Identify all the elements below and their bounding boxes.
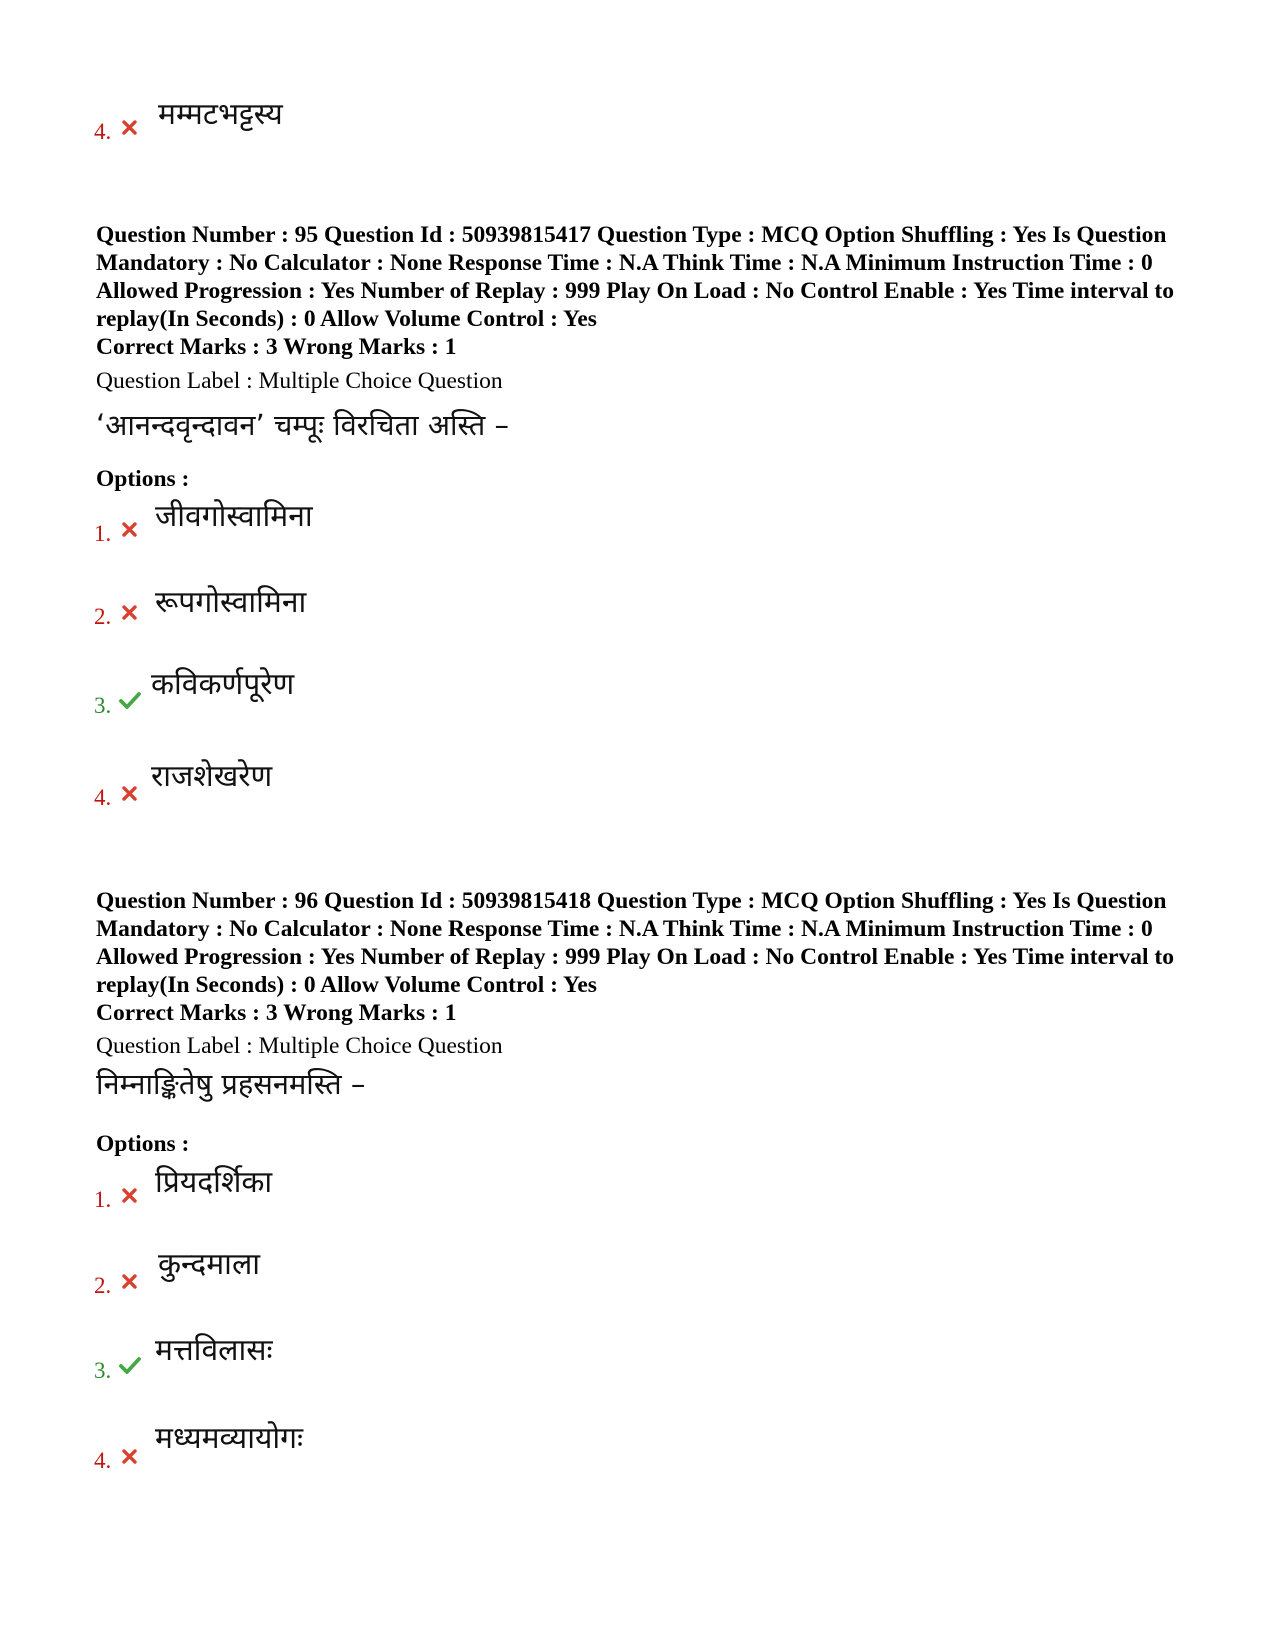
question-meta: Question Number : 96 Question Id : 50939815418 Question Type : MCQ Option Shuffling : Yes Is Question Mandatory : No Calculator : None Response Time : N.A Think Time : N.A Minimum Instruction Time : 0 Allowed Progression : Yes Number of Replay : 999 Play On Load : No Control Enable : Yes Time interval to replay(In Seconds) : 0 Allow Volume Control : Yes — [96, 888, 1174, 998]
option-number: 1. — [94, 521, 112, 546]
question-label: Question Label : Multiple Choice Question — [96, 1033, 503, 1059]
options-heading: Options : — [96, 466, 190, 492]
cross-icon — [122, 605, 137, 620]
option-number: 2. — [94, 604, 112, 629]
question-label: Question Label : Multiple Choice Question — [96, 368, 503, 394]
check-icon — [119, 1357, 141, 1375]
option-number: 4. — [94, 785, 112, 810]
question-marks: Correct Marks : 3 Wrong Marks : 1 — [96, 334, 457, 360]
option-text: मम्मटभट्टस्य — [158, 97, 283, 132]
cross-icon — [122, 1274, 137, 1289]
check-icon — [119, 692, 141, 710]
cross-icon — [122, 1188, 137, 1203]
option-text: रूपगोस्वामिना — [155, 585, 307, 620]
option-text: राजशेखरेण — [151, 759, 273, 794]
option-text: कुन्दमाला — [158, 1247, 261, 1282]
question-text: ‘आनन्दवृन्दावन’ चम्पूः विरचिता अस्ति – — [96, 408, 510, 442]
options-heading: Options : — [96, 1131, 190, 1157]
option-text: प्रियदर्शिका — [155, 1165, 273, 1200]
option-number: 4. — [94, 119, 112, 144]
cross-icon — [122, 522, 137, 537]
question-text: निम्नाङ्कितेषु प्रहसनमस्ति – — [96, 1067, 366, 1101]
option-number: 3. — [94, 693, 112, 718]
question-meta: Question Number : 95 Question Id : 50939815417 Question Type : MCQ Option Shuffling : Yes Is Question Mandatory : No Calculator : None Response Time : N.A Think Time : N.A Minimum Instruction Time : 0 Allowed Progression : Yes Number of Replay : 999 Play On Load : No Control Enable : Yes Time interval to replay(In Seconds) : 0 Allow Volume Control : Yes — [96, 222, 1174, 332]
option-number: 1. — [94, 1187, 112, 1212]
option-text: कविकर्णपूरेण — [151, 667, 295, 702]
option-text: जीवगोस्वामिना — [155, 499, 313, 534]
option-text: मध्यमव्यायोगः — [155, 1421, 304, 1456]
option-number: 4. — [94, 1448, 112, 1473]
question-marks: Correct Marks : 3 Wrong Marks : 1 — [96, 1000, 457, 1026]
option-number: 2. — [94, 1273, 112, 1298]
cross-icon — [122, 786, 137, 801]
option-text: मत्तविलासः — [155, 1333, 273, 1368]
cross-icon — [122, 120, 137, 135]
option-number: 3. — [94, 1358, 112, 1383]
cross-icon — [122, 1449, 137, 1464]
